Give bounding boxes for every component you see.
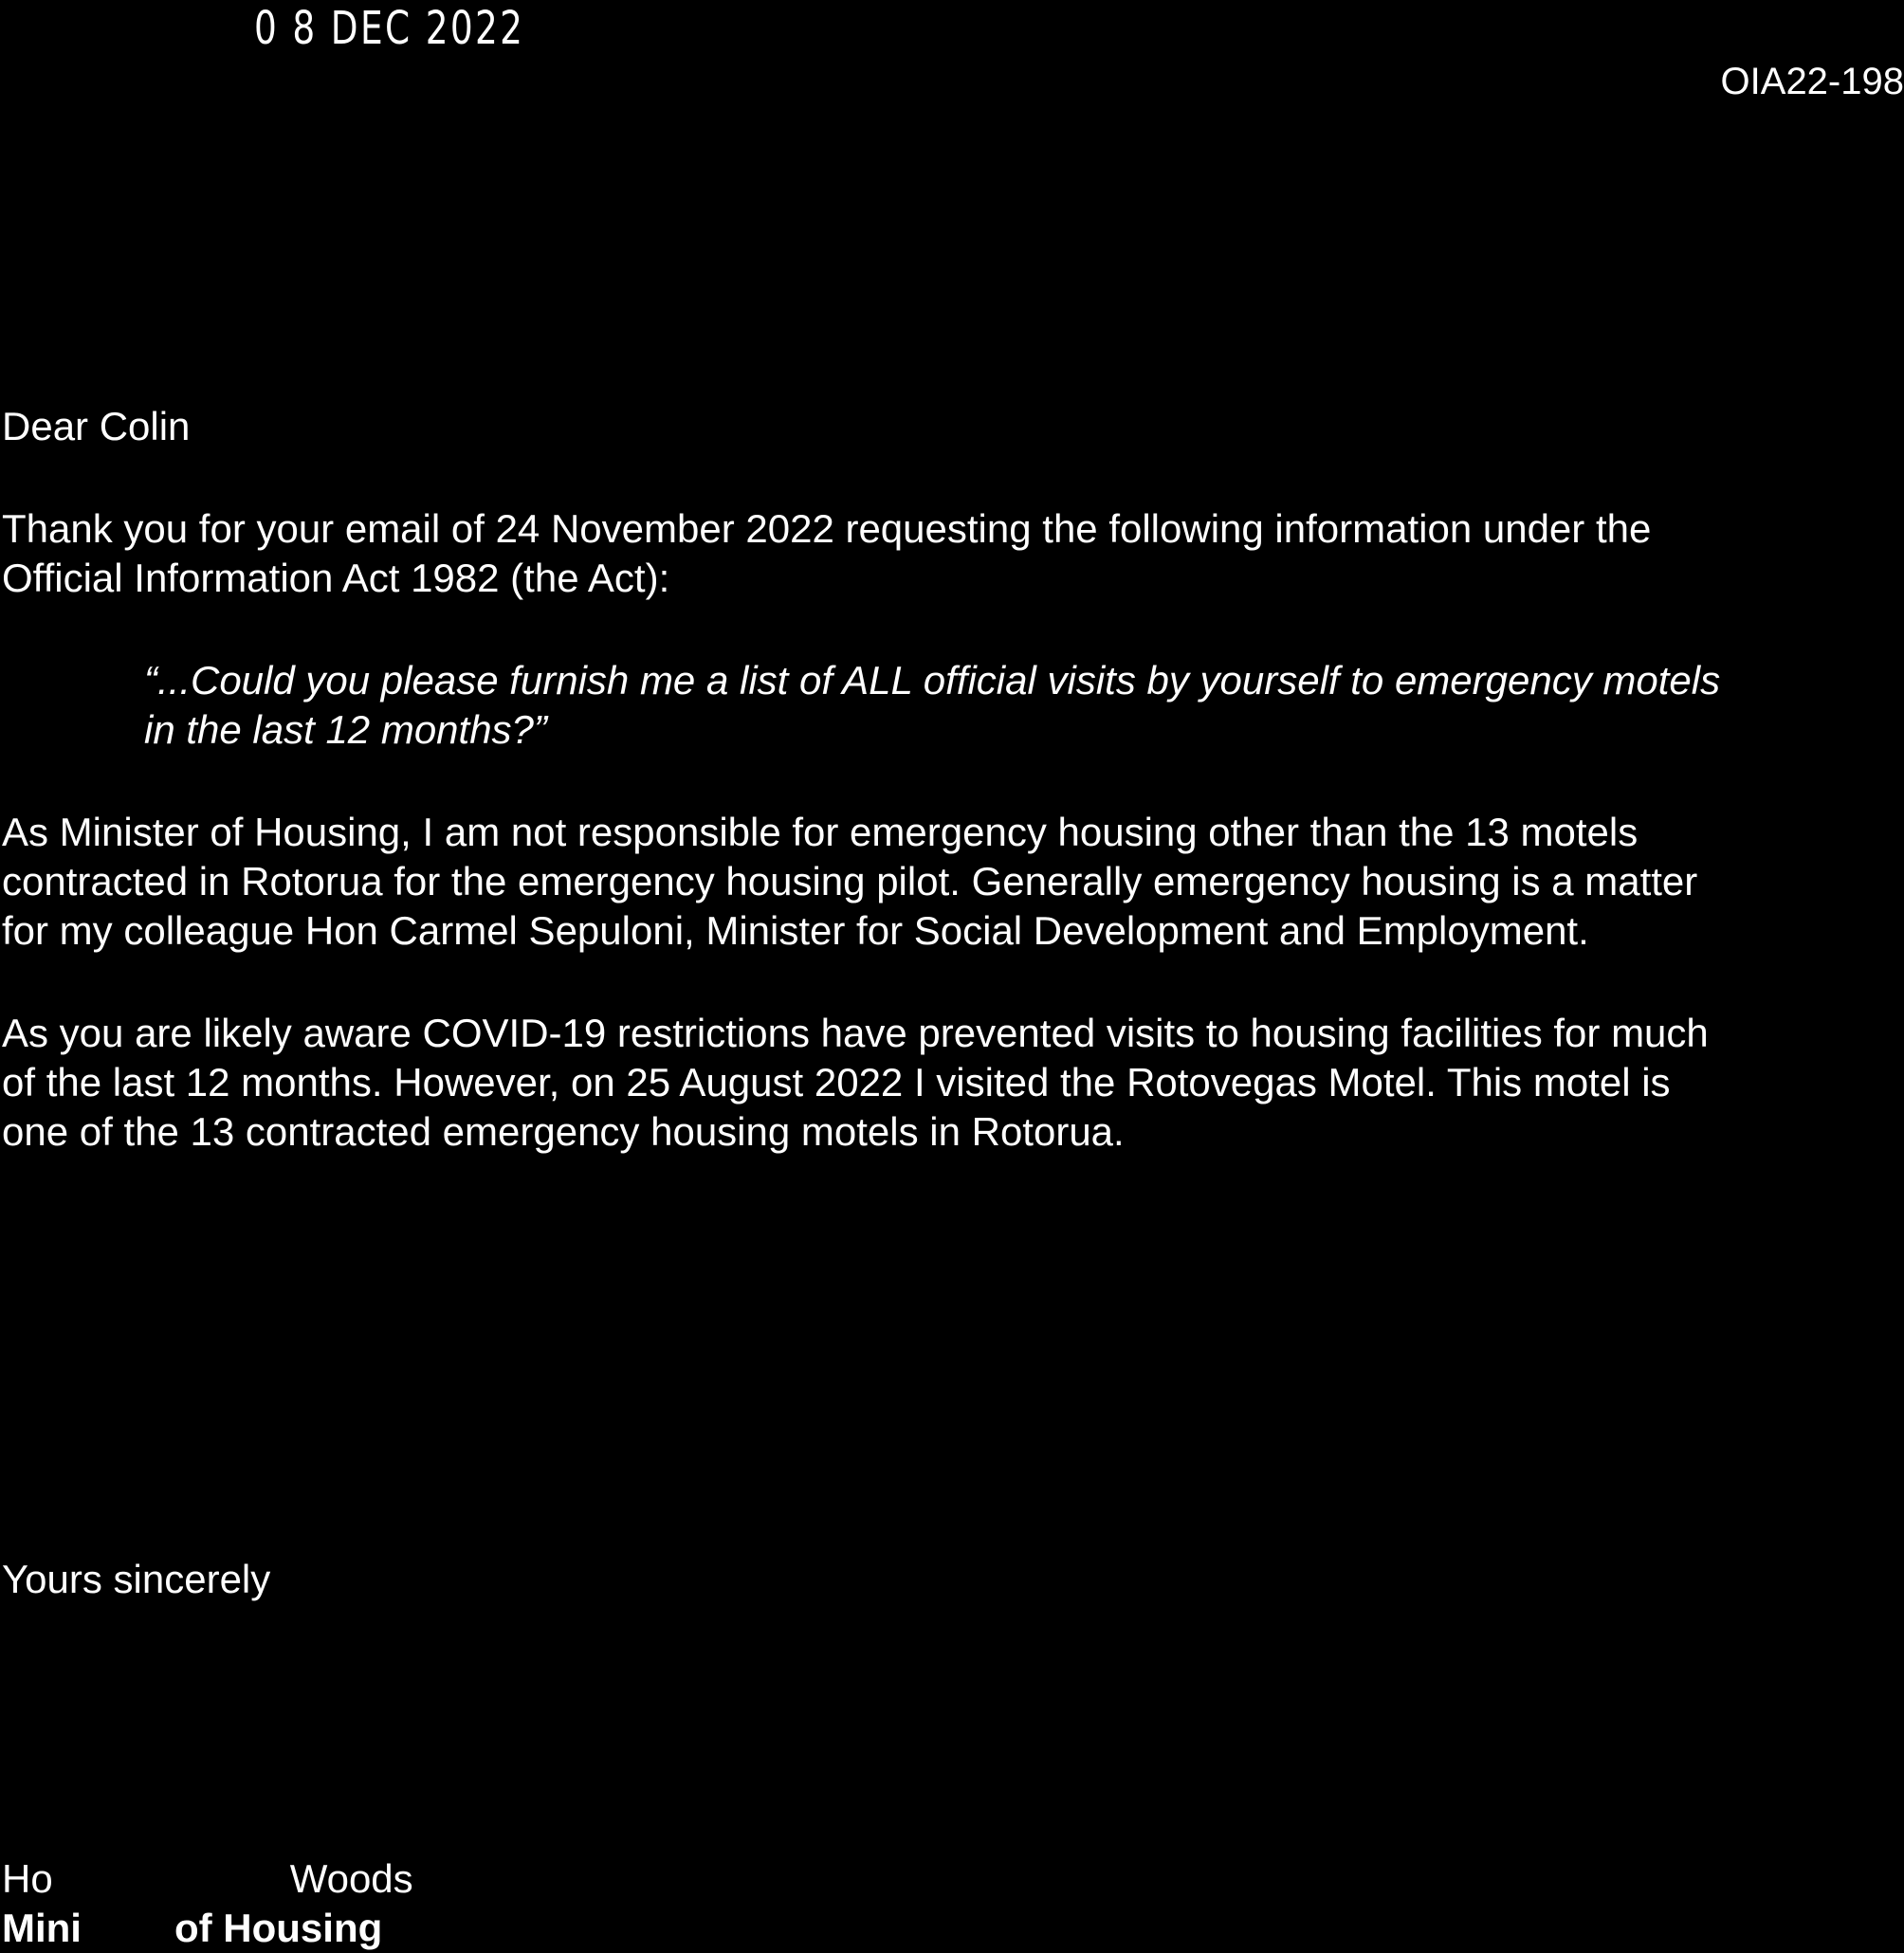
paragraph-line: contracted in Rotorua for the emergency housing pilot. Generally emergency housing is a matter — [2, 859, 1698, 903]
paragraph-line: Official Information Act 1982 (the Act): — [2, 556, 670, 600]
paragraph-line: for my colleague Hon Carmel Sepuloni, Minister for Social Development and Employment. — [2, 908, 1589, 953]
paragraph-line: one of the 13 contracted emergency housing motels in Rotorua. — [2, 1109, 1125, 1154]
paragraph-line: As you are likely aware COVID-19 restrictions have prevented visits to housing facilities for much — [2, 1011, 1709, 1055]
paragraph-line: As Minister of Housing, I am not responsible for emergency housing other than the 13 motels — [2, 810, 1639, 854]
signatory-name-part: Ho — [2, 1856, 53, 1901]
date-stamp: 0 8 DEC 2022 — [254, 2, 525, 55]
paragraph-request — [2, 504, 1889, 603]
signatory-title — [2, 1906, 382, 1951]
salutation: Dear Colin — [2, 404, 191, 448]
signatory-title-part: Mini — [2, 1906, 82, 1950]
closing: Yours sincerely — [2, 1557, 271, 1601]
paragraph-line: of the last 12 months. However, on 25 August 2022 I visited the Rotovegas Motel. This motel is — [2, 1060, 1671, 1104]
quote-line: in the last 12 months?” — [144, 707, 547, 752]
quote-line: “...Could you please furnish me a list of ALL official visits by yourself to emergency motels — [144, 658, 1721, 703]
signatory-title-part: of Housing — [174, 1906, 383, 1950]
signatory-name-part: Woods — [289, 1856, 413, 1901]
signatory-name — [2, 1856, 413, 1902]
quoted-request — [144, 656, 1889, 755]
paragraph-line: Thank you for your email of 24 November 2022 requesting the following information under the — [2, 506, 1652, 551]
paragraph-visits — [2, 1009, 1889, 1157]
reference-number: OIA22-198 — [1720, 61, 1904, 102]
paragraph-responsibility — [2, 808, 1889, 956]
